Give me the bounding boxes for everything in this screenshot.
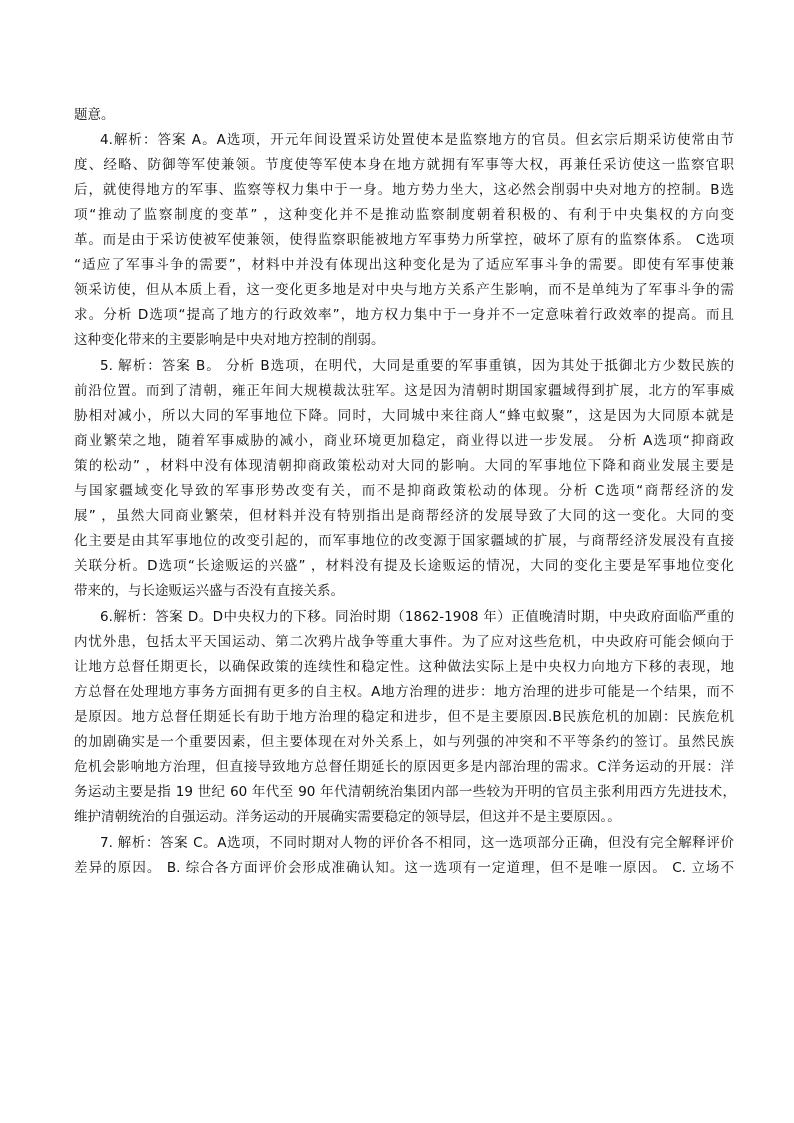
text-line: 的加剧确实是一个重要因素，但主要体现在对外关系上，如与列强的冲突和不平等条约的签订。虽然民族 [74,734,734,750]
text-line: 6.解析：答案 D。D中央权力的下移。同治时期（1862-1908 年）正值晚清时期，中央政府面临严重的 [100,609,734,625]
text-line: 这种变化带来的主要影响是中央对地方控制的削弱。 [74,332,385,348]
text-line: 与国家疆域变化导致的军事形势改变有关，而不是抑商政策松动的体现。分析 C选项“商帮经济的发 [74,483,734,499]
text-line: 前沿位置。而到了清朝，雍正年间大规模裁汰驻军。这是因为清朝时期国家疆域得到扩展，北方的军事威 [74,383,734,399]
text-line: 关联分析。D选项“长途贩运的兴盛” ，材料没有提及长途贩运的情况，大同的变化主要是军事地位变化 [74,558,734,574]
text-line: 带来的，与长途贩运兴盛与否没有直接关系。 [74,583,344,599]
text-line: 让地方总督任期更长，以确保政策的连续性和稳定性。这种做法实际上是中央权力向地方下移的表现，地 [74,659,734,675]
text-line: 商业繁荣之地，随着军事威胁的减小，商业环境更加稳定，商业得以进一步发展。 分析 A选项“抑商政 [74,433,734,449]
text-line: 维护清朝统治的自强运动。洋务运动的开展确实需要稳定的领导层，但这并不是主要原因。。 [74,809,621,825]
text-line: 题意。 [74,107,115,123]
text-line: 危机会影响地方治理，但直接导致地方总督任期延长的原因更多是内部治理的需求。C洋务运动的开展：洋 [74,759,734,775]
text-line: 度、经略、防御等军使兼领。节度使等军使本身在地方就拥有军事等大权，再兼任采访使这一监察官职 [74,157,734,173]
text-line: 求。分析 D选项“提高了地方的行政效率”，地方权力集中于一身并不一定意味着行政效率的提高。而且 [74,307,734,323]
text-line: 胁相对减小，所以大同的军事地位下降。同时，大同城中来往商人“蜂屯蚁聚”，这是因为大同原本就是 [74,408,734,424]
text-line: 化主要是由其军事地位的改变引起的，而军事地位的改变源于国家疆域的扩展，与商帮经济发展没有直接 [74,533,734,549]
text-line: 展” ，虽然大同商业繁荣，但材料并没有特别指出是商帮经济的发展导致了大同的这一变化。大同的变 [74,508,734,524]
text-line: “适应了军事斗争的需要”，材料中并没有体现出这种变化是为了适应军事斗争的需要。即使有军事使兼 [74,257,734,273]
text-line: 领采访使，但从本质上看，这一变化更多地是对中央与地方关系产生影响，而不是单纯为了军事斗争的需 [74,282,734,298]
text-line: 差异的原因。 B. 综合各方面评价会形成准确认知。这一选项有一定道理，但不是唯一原因。 C. 立场不 [74,860,734,876]
text-line: 务运动主要是指 19 世纪 60 年代至 90 年代清朝统治集团内部一些较为开明的官员主张利用西方先进技术， [74,784,736,800]
text-line: 内忧外患，包括太平天国运动、第二次鸦片战争等重大事件。为了应对这些危机，中央政府可能会倾向于 [74,634,734,650]
text-line: 4.解析：答案 A。A选项，开元年间设置采访处置使本是监察地方的官员。但玄宗后期采访使常由节 [100,132,734,148]
text-line: 5. 解析：答案 B。 分析 B选项，在明代，大同是重要的军事重镇，因为其处于抵御北方少数民族的 [100,358,734,374]
text-line: 策的松动” ，材料中没有体现清朝抑商政策松动对大同的影响。大同的军事地位下降和商业发展主要是 [74,458,734,474]
text-line: 7. 解析：答案 C。A选项，不同时期对人物的评价各不相同，这一选项部分正确，但没有完全解释评价 [100,835,734,851]
text-line: 方总督在处理地方事务方面拥有更多的自主权。A地方治理的进步：地方治理的进步可能是一个结果，而不 [74,684,734,700]
text-line: 后，就使得地方的军事、监察等权力集中于一身。地方势力坐大，这必然会削弱中央对地方的控制。B选 [74,182,734,198]
text-line: 革。而是由于采访使被军使兼领，使得监察职能被地方军事势力所掌控，破坏了原有的监察体系。 C选项 [74,232,734,248]
text-line: 项“推动了监察制度的变革” ，这种变化并不是推动监察制度朝着积极的、有利于中央集权的方向变 [74,207,734,223]
text-line: 是原因。地方总督任期延长有助于地方治理的稳定和进步，但不是主要原因.B民族危机的加剧：民族危机 [74,709,734,725]
